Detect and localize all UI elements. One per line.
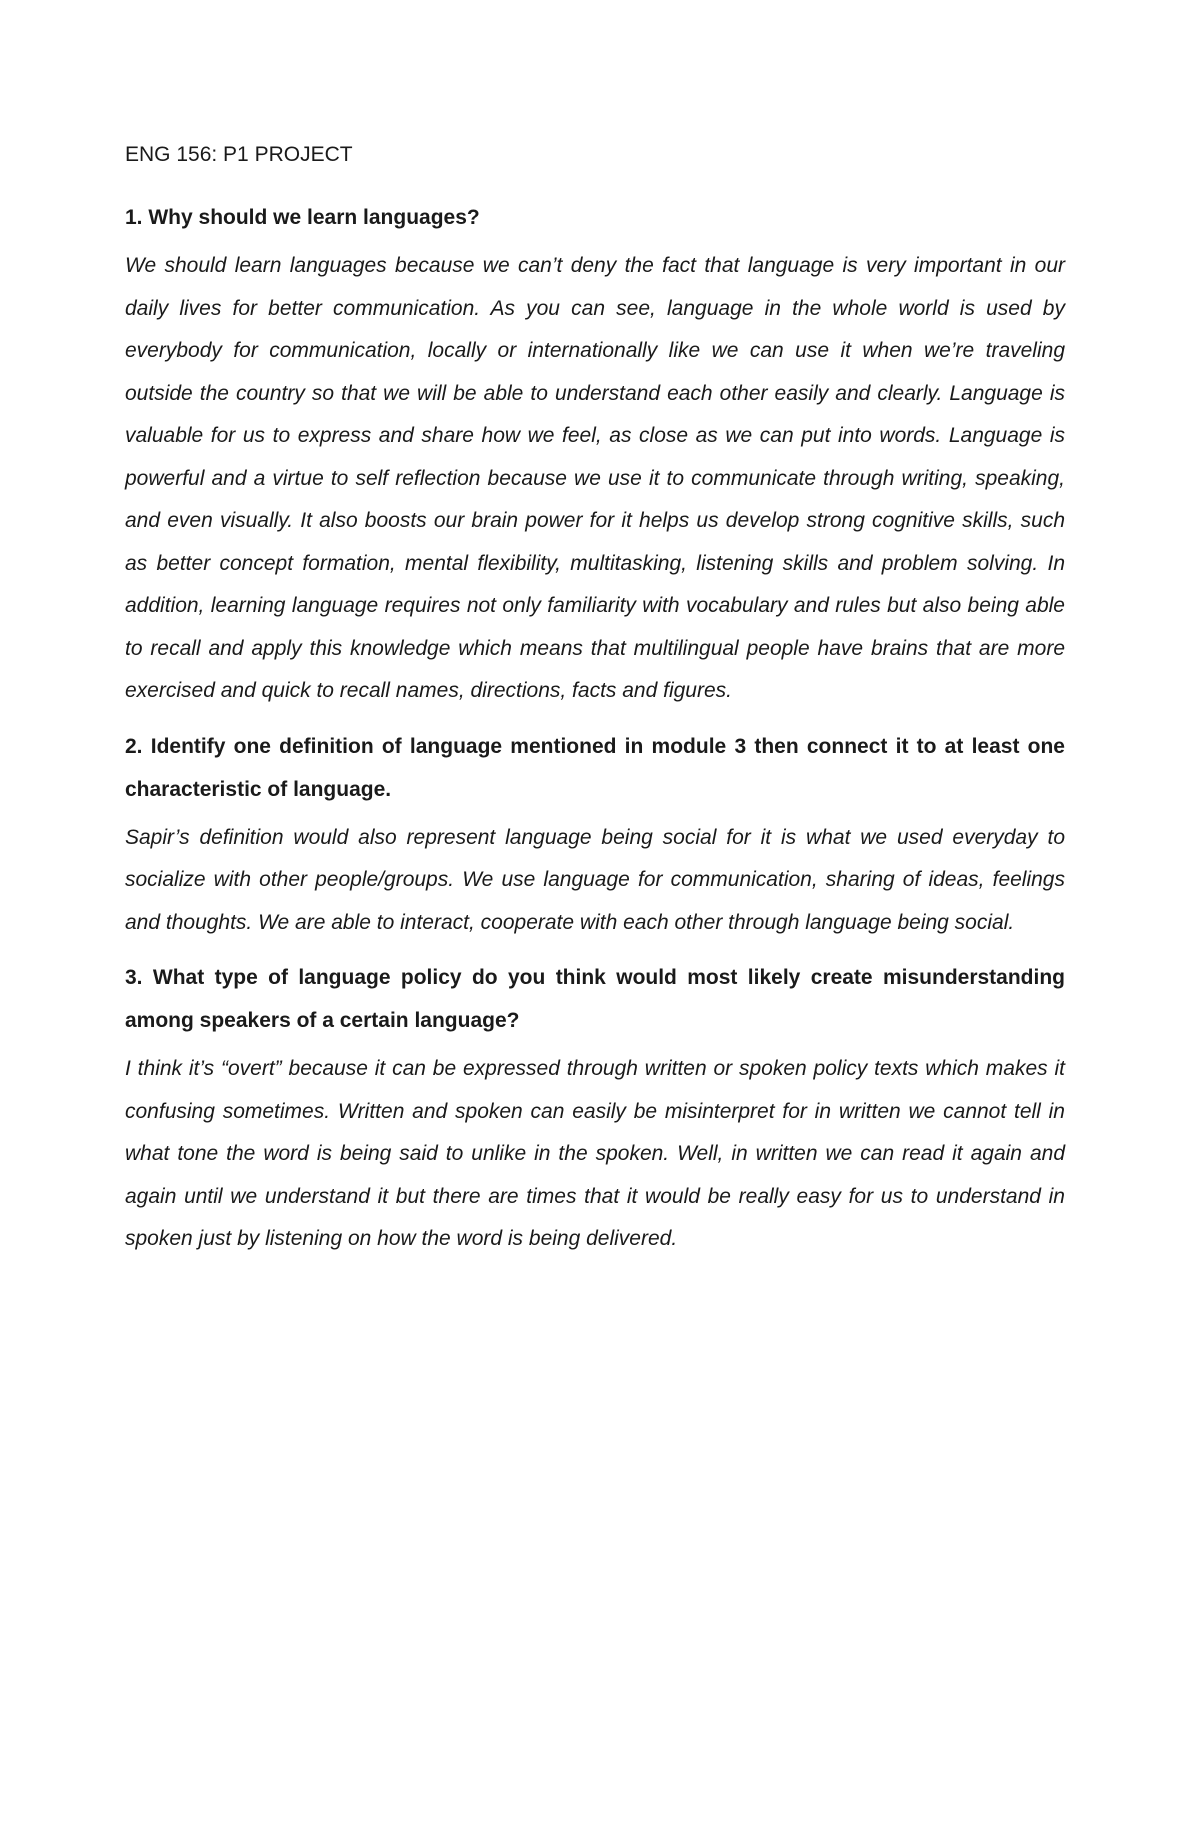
answer-1: We should learn languages because we can’t deny the fact that language is very important in our daily lives for better communication. As you can see, language in the whole world is used by everybody for communication, locally or internationally like we can use it when we’re traveling outside the country so that we will be able to understand each other easily and clearly. Language is valuable for us to express and share how we feel, as close as we can put into words. Language is powerful and a virtue to self reflection because we use it to communicate through writing, speaking, and even visually. It also boosts our brain power for it helps us develop strong cognitive skills, such as better concept formation, mental flexibility, multitasking, listening skills and problem solving. In addition, learning language requires not only familiarity with vocabulary and rules but also being able to recall and apply this knowledge which means that multilingual people have brains that are more exercised and quick to recall names, directions, facts and figures. — [125, 254, 1065, 702]
document-page — [125, 140, 1065, 1273]
answer-2: Sapir’s definition would also represent language being social for it is what we used everyday to socialize with other people/groups. We use language for communication, sharing of ideas, feelings and thoughts. We are able to interact, cooperate with each other through language being social. — [125, 825, 1065, 934]
question-3: 3. What type of language policy do you think would most likely create misunderstanding among speakers of a certain language? — [125, 966, 1065, 1032]
question-1: 1. Why should we learn languages? — [125, 206, 480, 229]
question-2: 2. Identify one definition of language mentioned in module 3 then connect it to at least one characteristic of language. — [125, 734, 1065, 801]
document-title: ENG 156: P1 PROJECT — [125, 143, 353, 166]
answer-3: I think it’s “overt” because it can be expressed through written or spoken policy texts which makes it confusing sometimes. Written and spoken can easily be misinterpret for in written we cannot tell in what tone the word is being said to unlike in the spoken. Well, in written we can read it again and again until we understand it but there are times that it would be really easy for us to understand in spoken just by listening on how the word is being delivered. — [125, 1057, 1065, 1250]
